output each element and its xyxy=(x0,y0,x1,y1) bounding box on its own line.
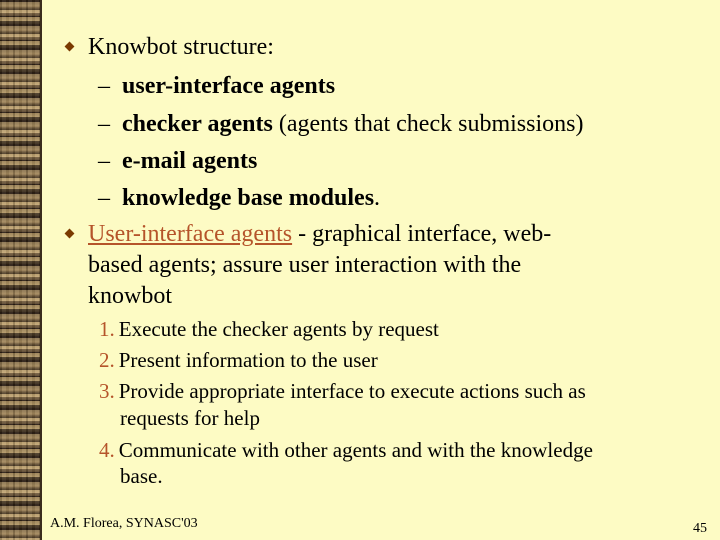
sub-item-rest: . xyxy=(374,185,381,211)
sub-item-user-interface xyxy=(98,71,335,101)
sub-item-email xyxy=(98,146,257,176)
bullet-text: - graphical interface, web- xyxy=(292,221,552,247)
numbered-item-3-continuation xyxy=(120,405,260,431)
dash: – xyxy=(98,148,110,174)
sub-item-knowledge-base xyxy=(98,183,380,213)
footer-author: A.M. Florea, SYNASC'03 xyxy=(50,516,198,531)
item-text: Provide appropriate interface to execute actions such as xyxy=(118,379,586,403)
bullet-continuation xyxy=(88,250,521,280)
item-number: 2. xyxy=(99,348,115,372)
bullet-diamond-icon xyxy=(65,229,75,239)
bullet-text: knowbot xyxy=(88,283,172,309)
item-text: Communicate with other agents and with the knowledge xyxy=(118,438,593,462)
numbered-item-2 xyxy=(99,347,378,373)
bullet-knowbot-structure xyxy=(88,32,274,62)
dash: – xyxy=(98,111,110,137)
page-number: 45 xyxy=(693,521,707,536)
numbered-item-1 xyxy=(99,316,439,342)
item-text: Present information to the user xyxy=(118,348,378,372)
numbered-item-4-continuation xyxy=(120,463,163,489)
sub-item-checker xyxy=(98,109,583,139)
bullet-text: based agents; assure user interaction with the xyxy=(88,252,522,278)
bullet-text: Knowbot structure: xyxy=(88,34,274,60)
dash: – xyxy=(98,185,110,211)
sub-item-term: checker agents xyxy=(122,111,273,137)
item-number: 1. xyxy=(99,317,115,341)
numbered-item-4 xyxy=(99,437,593,463)
dash: – xyxy=(98,73,110,99)
numbered-item-3 xyxy=(99,378,586,404)
bullet-continuation xyxy=(88,281,172,311)
sub-item-term: knowledge base modules xyxy=(122,185,375,211)
item-number: 3. xyxy=(99,379,115,403)
sub-item-term: user-interface agents xyxy=(122,73,336,99)
sub-item-term: e-mail agents xyxy=(122,148,258,174)
user-interface-agents-link[interactable]: User-interface agents xyxy=(88,221,293,247)
sub-item-rest: (agents that check submissions) xyxy=(272,111,584,137)
item-number: 4. xyxy=(99,438,115,462)
bullet-diamond-icon xyxy=(65,42,75,52)
item-text: Execute the checker agents by request xyxy=(118,317,439,341)
item-text: base. xyxy=(120,464,163,488)
bullet-user-interface-agents xyxy=(88,219,551,249)
item-text: requests for help xyxy=(120,406,260,430)
